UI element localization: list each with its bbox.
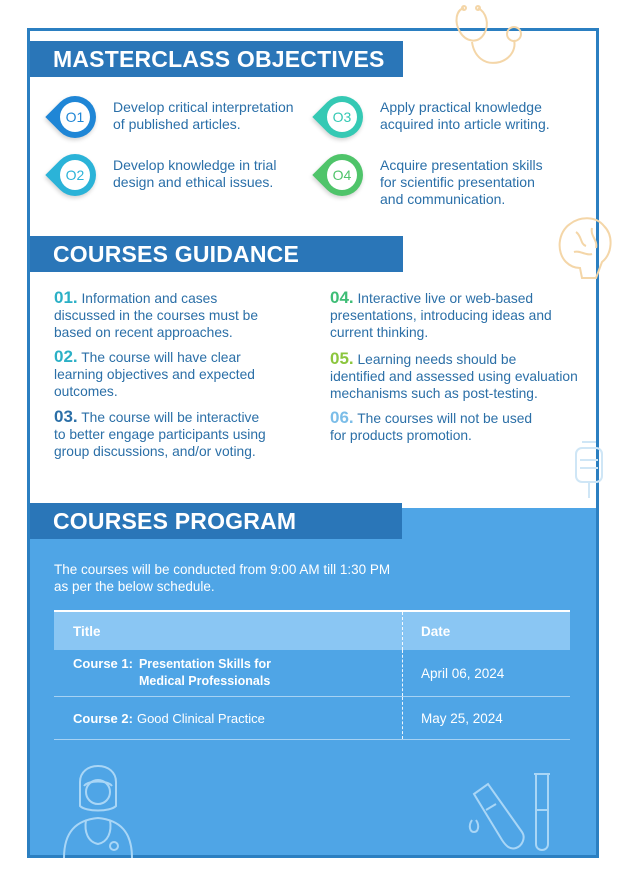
objective-number-pin: O3 — [312, 87, 371, 146]
objective-item: O1 Develop critical interpretation of published articles. — [54, 96, 294, 138]
table-header — [54, 610, 570, 650]
guidance-item: 04. Interactive live or web-based presentations, introducing ideas and current thinking. — [330, 288, 552, 340]
program-intro: The courses will be conducted from 9:00 AM till 1:30 PM as per the below schedule. — [54, 562, 391, 594]
guidance-item: 03. The course will be interactive to better engage participants using group discussions, and/or voting. — [54, 407, 266, 459]
objective-number-pin: O1 — [45, 87, 104, 146]
objective-item: O2 Develop knowledge in trial design and ethical issues. — [54, 154, 276, 196]
guidance-item: 05. Learning needs should be identified and assessed using evaluation mechanisms such as post-testing. — [330, 349, 578, 401]
objective-number-pin: O4 — [312, 145, 371, 204]
nurse-icon — [54, 762, 142, 858]
guidance-item: 02. The course will have clear learning objectives and expected outcomes. — [54, 347, 255, 399]
stethoscope-icon — [450, 4, 530, 82]
program-banner: COURSES PROGRAM — [30, 503, 402, 539]
column-header-date: Date — [402, 612, 570, 650]
column-header-title: Title — [73, 623, 101, 639]
schedule-table — [54, 610, 570, 740]
table-row: Course 1: Presentation Skills for Medical Professionals April 06, 2024 — [54, 650, 570, 697]
objective-item: O4 Acquire presentation skills for scientific presentation and communication. — [321, 154, 543, 208]
table-row: Course 2: Good Clinical Practice May 25, 2024 — [54, 697, 570, 740]
iv-bag-icon — [570, 440, 610, 500]
test-tubes-icon — [466, 770, 558, 858]
brain-icon — [556, 212, 616, 284]
objective-item: O3 Apply practical knowledge acquired into article writing. — [321, 96, 550, 138]
objective-number-pin: O2 — [45, 145, 104, 204]
guidance-item: 06. The courses will not be used for products promotion. — [330, 408, 533, 443]
guidance-item: 01. Information and cases discussed in the courses must be based on recent approaches. — [54, 288, 258, 340]
objectives-banner: MASTERCLASS OBJECTIVES — [30, 41, 403, 77]
guidance-banner: COURSES GUIDANCE — [30, 236, 403, 272]
